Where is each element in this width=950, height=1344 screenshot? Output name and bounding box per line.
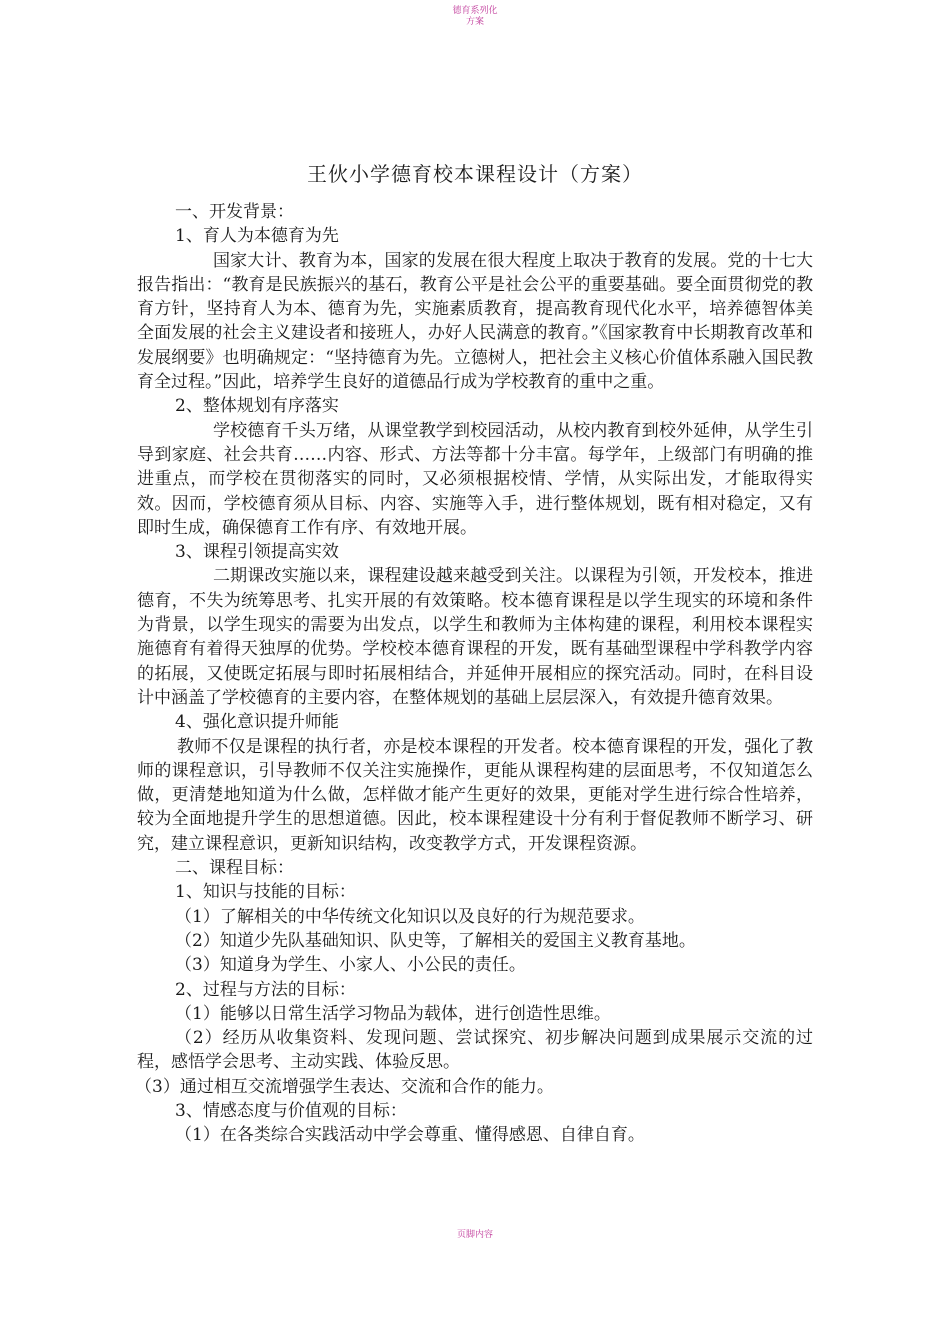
goal-item-1-2: （2）知道少先队基础知识、队史等，了解相关的爱国主义教育基地。 [175, 930, 696, 951]
header-line-2: 方案 [465, 17, 484, 27]
section-heading-goals: 二、课程目标： [175, 858, 294, 879]
goal-heading-3: 3、情感态度与价值观的目标： [175, 1100, 407, 1121]
goal-item-3-1: （1）在各类综合实践活动中学会尊重、懂得感恩、自律自育。 [175, 1125, 645, 1146]
goal-item-2-3: （3）通过相互交流增强学生表达、交流和合作的能力。 [135, 1076, 554, 1097]
document-title: 王伙小学德育校本课程设计（方案） [307, 162, 643, 186]
subheading-1: 1、育人为本德育为先 [175, 226, 339, 247]
goal-item-1-3: （3）知道身为学生、小家人、小公民的责任。 [175, 955, 526, 976]
paragraph-2: 学校德育千头万绪，从课堂教学到校园活动，从校内教育到校外延伸，从学生引导到家庭、社会共育……内容、形式、方法等都十分丰富。每学年，上级部门有明确的推进重点，而学校在贯彻落实的同时，又必须根据校情、学情，从实际出发，才能取得实效。因而，学校德育须从目标、内容、实施等入手，进行整体规划，既有相对稳定，又有即时生成，确保德育工作有序、有效地开展。 [137, 420, 813, 538]
header-line-1: 德育系列化 [452, 6, 498, 16]
subheading-3: 3、课程引领提高实效 [175, 542, 339, 563]
goal-heading-1: 1、知识与技能的目标： [175, 882, 356, 903]
goal-heading-2: 2、过程与方法的目标： [175, 979, 356, 1000]
goal-item-2-2: （2）经历从收集资料、发现问题、尝试探究、初步解决问题到成果展示交流的过程，感悟学会思考、主动实践、体验反思。 [137, 1028, 813, 1073]
paragraph-1: 国家大计、教育为本，国家的发展在很大程度上取决于教育的发展。党的十七大报告指出：“教育是民族振兴的基石，教育公平是社会公平的重要基础。要全面贯彻党的教育方针，坚持育人为本、德育为先，实施素质教育，提高教育现代化水平，培养德智体美全面发展的社会主义建设者和接班人，办好人民满意的教育。”《国家教育中长期教育改革和发展纲要》也明确规定：“坚持德育为先。立德树人，把社会主义核心价值体系融入国民教育全过程。”因此，培养学生良好的道德品行成为学校教育的重中之重。 [137, 250, 813, 393]
goal-item-1-1: （1）了解相关的中华传统文化知识以及良好的行为规范要求。 [175, 906, 645, 927]
document-body [137, 200, 813, 1148]
section-heading-background: 一、开发背景： [175, 202, 294, 222]
page-footer: 页脚内容 [456, 1230, 493, 1240]
subheading-4: 4、强化意识提升师能 [175, 712, 339, 733]
paragraph-4: 教师不仅是课程的执行者，亦是校本课程的开发者。校本德育课程的开发，强化了教师的课程意识，引导教师不仅关注实施操作，更能从课程构建的层面思考，不仅知道怎么做，更清楚地知道为什么做，怎样做才能产生更好的效果，更能对学生进行综合性培养，较为全面地提升学生的思想道德。因此，校本课程建设十分有利于督促教师不断学习、研究，建立课程意识，更新知识结构，改变教学方式，开发课程资源。 [137, 736, 813, 854]
subheading-2: 2、整体规划有序落实 [175, 396, 339, 417]
page-header [0, 6, 950, 28]
goal-item-2-1: （1）能够以日常生活学习物品为载体，进行创造性思维。 [175, 1003, 611, 1024]
paragraph-3: 二期课改实施以来，课程建设越来越受到关注。以课程为引领，开发校本，推进德育，不失为统筹思考、扎实开展的有效策略。校本德育课程是以学生现实的环境和条件为背景，以学生现实的需要为出发点，以学生和教师为主体构建的课程，利用校本课程实施德育有着得天独厚的优势。学校校本德育课程的开发，既有基础型课程中学科教学内容的拓展，又使既定拓展与即时拓展相结合，并延伸开展相应的探究活动。同时，在科目设计中涵盖了学校德育的主要内容，在整体规划的基础上层层深入，有效提升德育效果。 [137, 566, 813, 708]
